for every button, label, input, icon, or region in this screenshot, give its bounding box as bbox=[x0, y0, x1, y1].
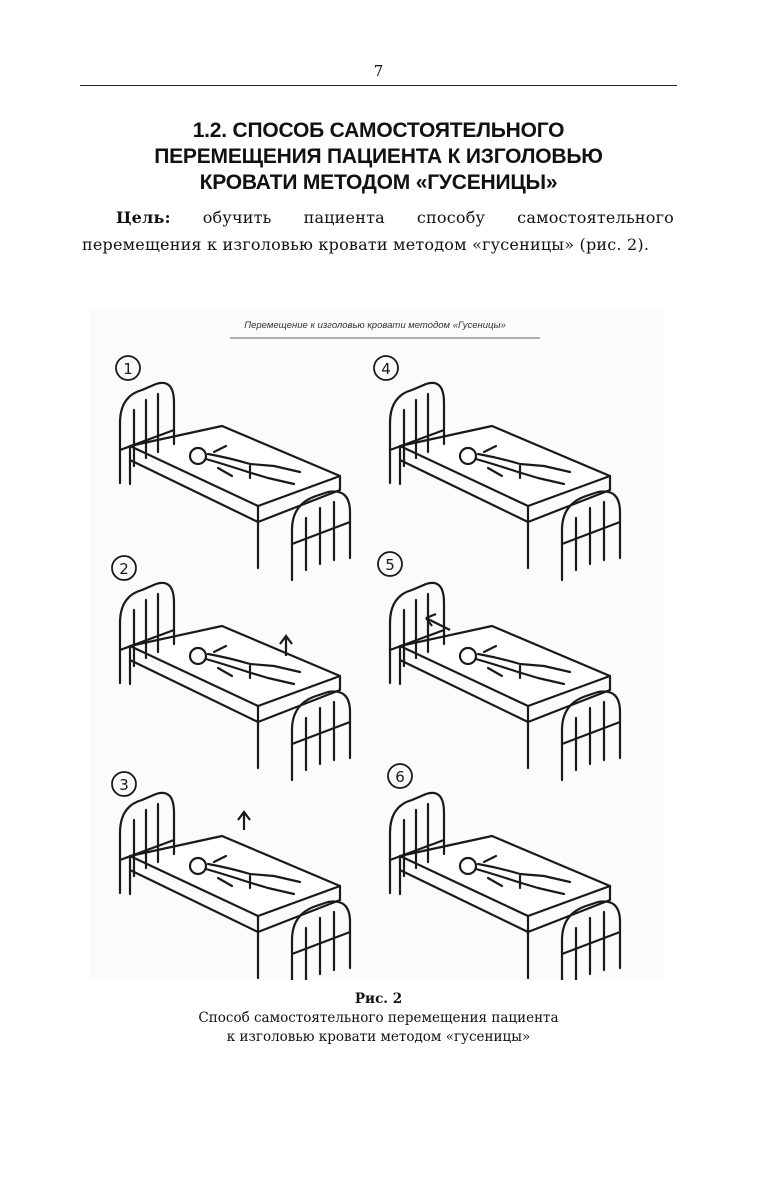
header-rule bbox=[80, 85, 677, 86]
step-1-illustration bbox=[116, 356, 350, 580]
heading-line-1: 1.2. СПОСОБ САМОСТОЯТЕЛЬНОГО bbox=[192, 119, 565, 142]
heading-line-2: ПЕРЕМЕЩЕНИЯ ПАЦИЕНТА К ИЗГОЛОВЬЮ bbox=[154, 145, 603, 168]
arrow-up-icon bbox=[238, 812, 250, 830]
step-4-number: 4 bbox=[381, 360, 391, 378]
figure-illustration bbox=[90, 308, 664, 980]
step-4-illustration bbox=[374, 356, 620, 580]
heading-line-3: КРОВАТИ МЕТОДОМ «ГУСЕНИЦЫ» bbox=[199, 171, 558, 194]
step-1-number: 1 bbox=[123, 360, 133, 378]
goal-label: Цель: bbox=[116, 208, 171, 227]
figure-inner-title: Перемещение к изголовью кровати методом «Гусеницы» bbox=[244, 320, 506, 331]
figure-caption bbox=[0, 990, 757, 1047]
caption-label: Рис. 2 bbox=[354, 991, 403, 1007]
step-5-illustration bbox=[378, 552, 620, 780]
step-2-illustration bbox=[112, 556, 350, 780]
step-3-number: 3 bbox=[119, 776, 129, 794]
figure-drawing bbox=[90, 308, 664, 980]
section-heading bbox=[80, 118, 677, 196]
page-number: 7 bbox=[373, 62, 384, 80]
step-3-illustration bbox=[112, 772, 350, 980]
step-2-number: 2 bbox=[119, 560, 129, 578]
caption-line-2: к изголовью кровати методом «гусеницы» bbox=[226, 1029, 531, 1045]
step-5-number: 5 bbox=[385, 556, 395, 574]
step-6-number: 6 bbox=[395, 768, 405, 786]
goal-text: обучить пациента способу самостоятельного перемещения к изголовью кровати методом «гусеницы» (рис. 2). bbox=[82, 208, 674, 254]
arrow-left-icon bbox=[426, 614, 450, 630]
caption-line-1: Способ самостоятельного перемещения пациента bbox=[198, 1010, 559, 1026]
goal-paragraph bbox=[82, 205, 674, 258]
step-6-illustration bbox=[388, 764, 620, 980]
